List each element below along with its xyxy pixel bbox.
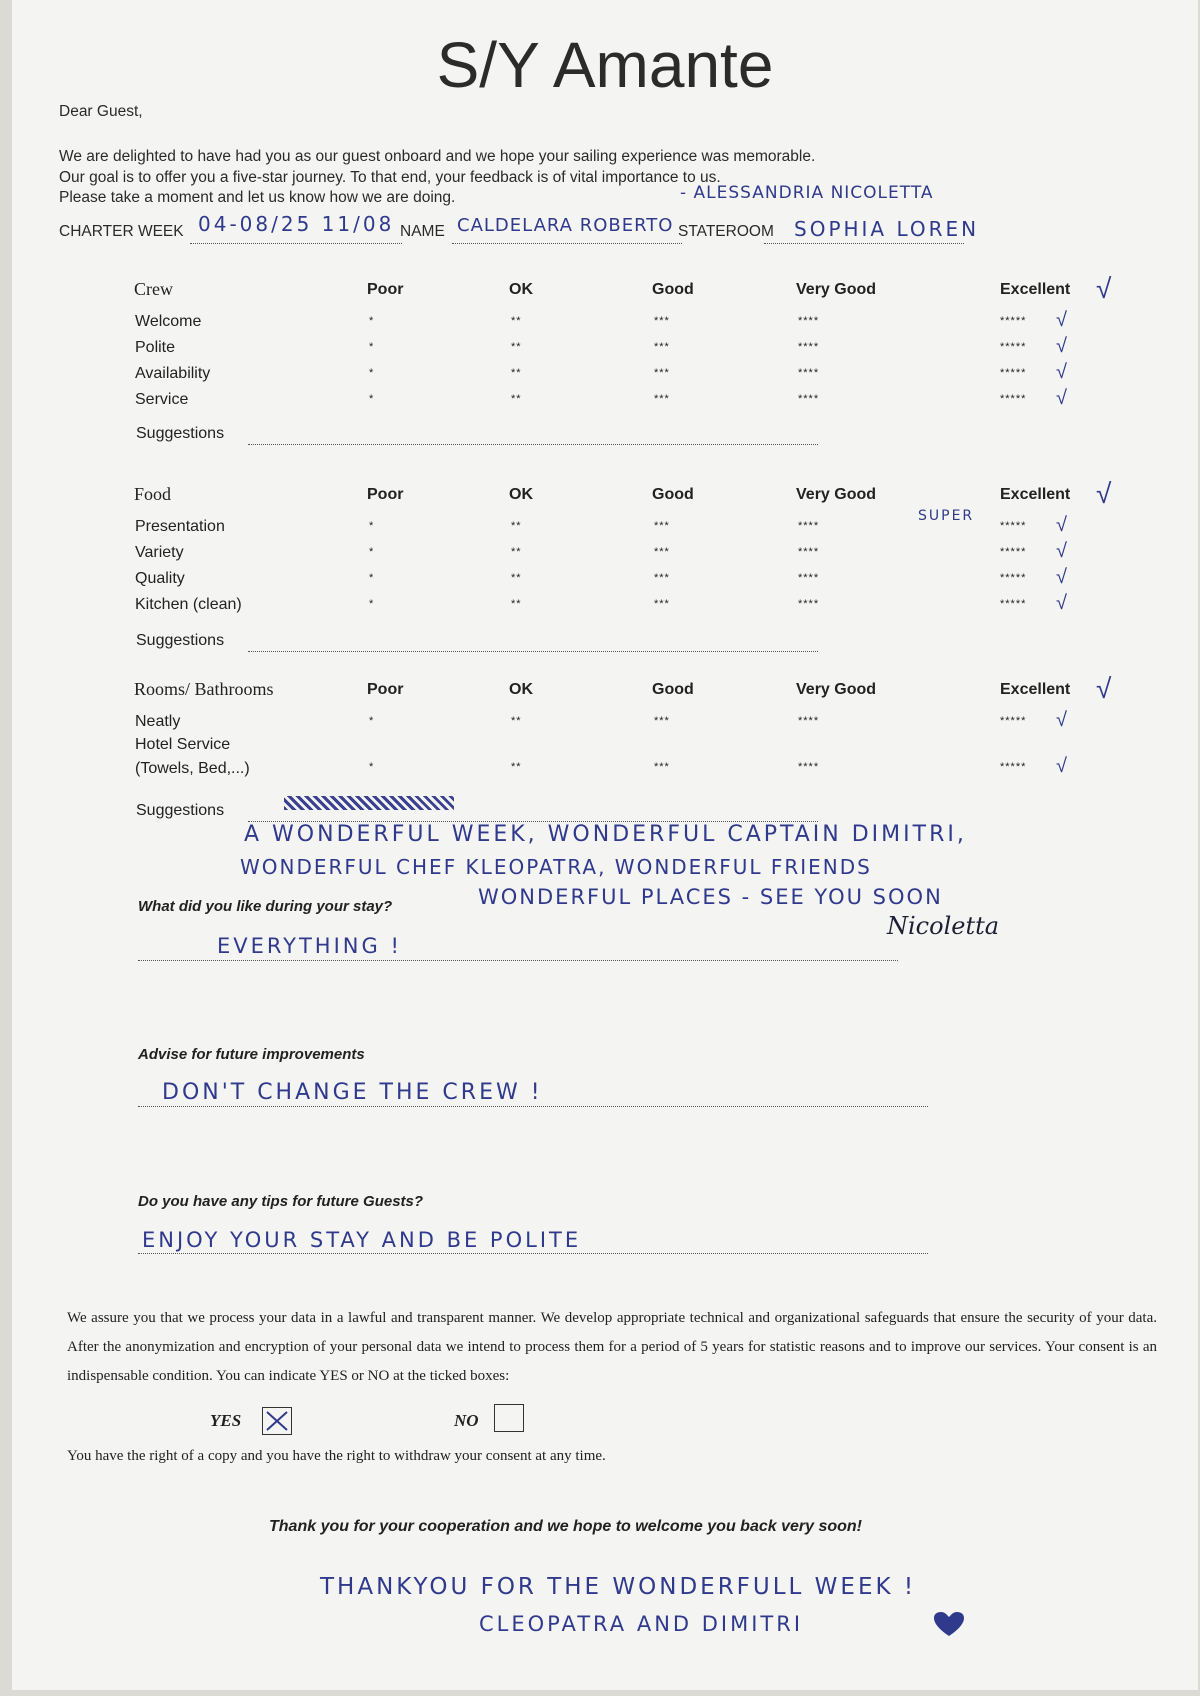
closing-handwritten-1: THANKYOU FOR THE WONDERFULL WEEK ! bbox=[320, 1574, 917, 1600]
rating-option[interactable]: **** bbox=[798, 715, 820, 727]
suggestions-label: Suggestions bbox=[136, 425, 225, 442]
rating-option[interactable]: * bbox=[369, 520, 375, 532]
stateroom-label: STATEROOM bbox=[678, 223, 774, 240]
suggestions-label: Suggestions bbox=[136, 632, 225, 649]
rating-row-label: Neatly bbox=[135, 713, 181, 730]
rating-row-label: Welcome bbox=[135, 313, 202, 330]
signature: Nicoletta bbox=[887, 912, 1000, 940]
rating-option[interactable]: *** bbox=[654, 715, 670, 727]
name-value[interactable]: CALDELARA ROBERTO bbox=[457, 215, 674, 236]
suggestions-label: Suggestions bbox=[136, 802, 225, 819]
rating-option[interactable]: ** bbox=[511, 520, 522, 532]
rating-option[interactable]: *** bbox=[654, 367, 670, 379]
stateroom-line bbox=[764, 243, 964, 244]
rating-option[interactable]: ***** bbox=[1000, 315, 1027, 327]
rating-option[interactable]: * bbox=[369, 572, 375, 584]
rating-option[interactable]: * bbox=[369, 598, 375, 610]
charter-week-value[interactable]: 04-08/25 11/08 bbox=[198, 212, 395, 236]
consent-rights: You have the right of a copy and you have the right to withdraw your consent at any time. bbox=[67, 1448, 606, 1464]
name-line bbox=[452, 243, 682, 244]
tips-answer[interactable]: ENJOY YOUR STAY AND BE POLITE bbox=[142, 1228, 582, 1252]
rating-option[interactable]: * bbox=[369, 715, 375, 727]
improve-answer[interactable]: DON'T CHANGE THE CREW ! bbox=[162, 1080, 543, 1105]
liked-line bbox=[138, 960, 898, 961]
rating-row-label: Quality bbox=[135, 570, 185, 587]
column-header: Excellent bbox=[1000, 681, 1071, 698]
section-check-icon: √ bbox=[1096, 478, 1112, 509]
rating-row-label: Presentation bbox=[135, 518, 225, 535]
selected-check-icon: √ bbox=[1056, 335, 1067, 357]
stateroom-value[interactable]: SOPHIA LOREN bbox=[794, 217, 980, 241]
yes-checkbox[interactable] bbox=[262, 1407, 292, 1435]
selected-check-icon: √ bbox=[1056, 309, 1067, 331]
rating-option[interactable]: *** bbox=[654, 393, 670, 405]
rating-option[interactable]: *** bbox=[654, 598, 670, 610]
selected-check-icon: √ bbox=[1056, 514, 1067, 536]
liked-question: What did you like during your stay? bbox=[138, 898, 393, 915]
column-header: Excellent bbox=[1000, 281, 1071, 298]
column-header: Good bbox=[652, 486, 694, 503]
selected-check-icon: √ bbox=[1056, 387, 1067, 409]
column-header: Excellent bbox=[1000, 486, 1071, 503]
improve-question: Advise for future improvements bbox=[138, 1046, 365, 1063]
column-header: OK bbox=[509, 681, 533, 698]
rating-option[interactable]: *** bbox=[654, 761, 670, 773]
rating-option[interactable]: *** bbox=[654, 520, 670, 532]
rating-option[interactable]: ***** bbox=[1000, 715, 1027, 727]
rating-option[interactable]: **** bbox=[798, 546, 820, 558]
section-title: Crew bbox=[134, 279, 173, 299]
rating-option[interactable]: **** bbox=[798, 598, 820, 610]
rating-row-label: Service bbox=[135, 391, 189, 408]
food-note: SUPER bbox=[918, 508, 975, 524]
rating-option[interactable]: ** bbox=[511, 572, 522, 584]
name-extra: - ALESSANDRIA NICOLETTA bbox=[680, 183, 934, 203]
liked-answer[interactable]: EVERYTHING ! bbox=[217, 934, 402, 958]
rating-row-label: Kitchen (clean) bbox=[135, 596, 242, 613]
closing-handwritten-2: CLEOPATRA AND DIMITRI bbox=[479, 1612, 804, 1636]
name-label: NAME bbox=[400, 223, 445, 240]
column-header: OK bbox=[509, 486, 533, 503]
intro-line-1: We are delighted to have had you as our guest onboard and we hope your sailing experience was memorable. bbox=[59, 148, 816, 165]
rating-option[interactable]: ** bbox=[511, 393, 522, 405]
no-checkbox[interactable] bbox=[494, 1404, 524, 1432]
rating-option[interactable]: *** bbox=[654, 315, 670, 327]
column-header: OK bbox=[509, 281, 533, 298]
rating-option[interactable]: * bbox=[369, 761, 375, 773]
rating-option[interactable]: ***** bbox=[1000, 761, 1027, 773]
rating-option[interactable]: *** bbox=[654, 546, 670, 558]
rating-option[interactable]: ** bbox=[511, 546, 522, 558]
suggestions-line[interactable] bbox=[248, 444, 818, 445]
tips-question: Do you have any tips for future Guests? bbox=[138, 1193, 424, 1210]
rating-option[interactable]: ***** bbox=[1000, 367, 1027, 379]
selected-check-icon: √ bbox=[1056, 540, 1067, 562]
section-title: Food bbox=[134, 484, 172, 504]
rating-option[interactable]: ** bbox=[511, 341, 522, 353]
rating-option[interactable]: * bbox=[369, 546, 375, 558]
column-header: Very Good bbox=[796, 681, 877, 698]
tips-line bbox=[138, 1253, 928, 1254]
heart-icon bbox=[932, 1610, 966, 1636]
rating-option[interactable]: ***** bbox=[1000, 572, 1027, 584]
rating-option[interactable]: * bbox=[369, 367, 375, 379]
rating-option[interactable]: * bbox=[369, 341, 375, 353]
rating-option[interactable]: **** bbox=[798, 393, 820, 405]
feedback-form bbox=[12, 0, 1198, 1690]
page-title: S/Y Amante bbox=[436, 29, 774, 101]
section-title: Rooms/ Bathrooms bbox=[134, 679, 274, 699]
rating-option[interactable]: **** bbox=[798, 520, 820, 532]
rating-option[interactable]: ** bbox=[511, 315, 522, 327]
suggestions-line[interactable] bbox=[248, 651, 818, 652]
selected-check-icon: √ bbox=[1056, 566, 1067, 588]
column-header: Good bbox=[652, 681, 694, 698]
intro-line-2: Our goal is to offer you a five-star journey. To that end, your feedback is of vital importance to us. bbox=[59, 169, 721, 186]
rating-option[interactable]: ** bbox=[511, 598, 522, 610]
rating-row-label: Hotel Service bbox=[135, 736, 231, 753]
rating-option[interactable]: ***** bbox=[1000, 341, 1027, 353]
consent-text: We assure you that we process your data in a lawful and transparent manner. We develop appropriate technical and organizational safeguards that ensure the security of your data. After the anonymization and encryption of your personal data we intend to process them for a period of 5 years for statistic reasons and to improve our services. Your consent is an indispensable condition. You can indicate YES or NO at the ticked boxes: bbox=[67, 1310, 1157, 1384]
suggestion-hand-3: WONDERFUL PLACES - SEE YOU SOON bbox=[478, 885, 943, 909]
greeting: Dear Guest, bbox=[59, 103, 143, 120]
rating-option[interactable]: **** bbox=[798, 315, 820, 327]
rating-row-label: Availability bbox=[135, 365, 211, 382]
intro-line-3: Please take a moment and let us know how we are doing. bbox=[59, 189, 456, 206]
yes-label: YES bbox=[210, 1411, 242, 1430]
rating-option[interactable]: **** bbox=[798, 341, 820, 353]
rating-row-label: Variety bbox=[135, 544, 184, 561]
charter-week-line bbox=[190, 243, 402, 244]
charter-week-label: CHARTER WEEK bbox=[59, 223, 184, 240]
rating-option[interactable]: *** bbox=[654, 572, 670, 584]
selected-check-icon: √ bbox=[1056, 709, 1067, 731]
column-header: Good bbox=[652, 281, 694, 298]
column-header: Poor bbox=[367, 486, 404, 503]
column-header: Poor bbox=[367, 681, 404, 698]
rating-option[interactable]: ** bbox=[511, 761, 522, 773]
rating-option[interactable]: *** bbox=[654, 341, 670, 353]
rating-option[interactable]: ***** bbox=[1000, 520, 1027, 532]
rating-row-label: Polite bbox=[135, 339, 176, 356]
section-check-icon: √ bbox=[1096, 273, 1112, 304]
closing-thanks: Thank you for your cooperation and we hope to welcome you back very soon! bbox=[269, 1518, 862, 1535]
rating-option[interactable]: * bbox=[369, 393, 375, 405]
rating-option[interactable]: ***** bbox=[1000, 598, 1027, 610]
rating-option[interactable]: ***** bbox=[1000, 393, 1027, 405]
checkbox-cross-icon bbox=[263, 1408, 291, 1434]
rating-option[interactable]: **** bbox=[798, 761, 820, 773]
selected-check-icon: √ bbox=[1056, 755, 1067, 777]
rating-option[interactable]: **** bbox=[798, 572, 820, 584]
column-header: Very Good bbox=[796, 281, 877, 298]
rating-option[interactable]: * bbox=[369, 315, 375, 327]
column-header: Very Good bbox=[796, 486, 877, 503]
no-label: NO bbox=[454, 1411, 479, 1430]
rating-option[interactable]: **** bbox=[798, 367, 820, 379]
selected-check-icon: √ bbox=[1056, 592, 1067, 614]
selected-check-icon: √ bbox=[1056, 361, 1067, 383]
rating-option[interactable]: ***** bbox=[1000, 546, 1027, 558]
rating-option[interactable]: ** bbox=[511, 367, 522, 379]
suggestion-hand-2: WONDERFUL CHEF KLEOPATRA, WONDERFUL FRIENDS bbox=[240, 855, 872, 879]
rating-row-label: (Towels, Bed,...) bbox=[135, 760, 250, 777]
section-check-icon: √ bbox=[1096, 673, 1112, 704]
scribble-mark bbox=[284, 796, 454, 810]
suggestion-hand-1: A WONDERFUL WEEK, WONDERFUL CAPTAIN DIMITRI, bbox=[244, 822, 967, 847]
rating-option[interactable]: ** bbox=[511, 715, 522, 727]
column-header: Poor bbox=[367, 281, 404, 298]
improve-line bbox=[138, 1106, 928, 1107]
